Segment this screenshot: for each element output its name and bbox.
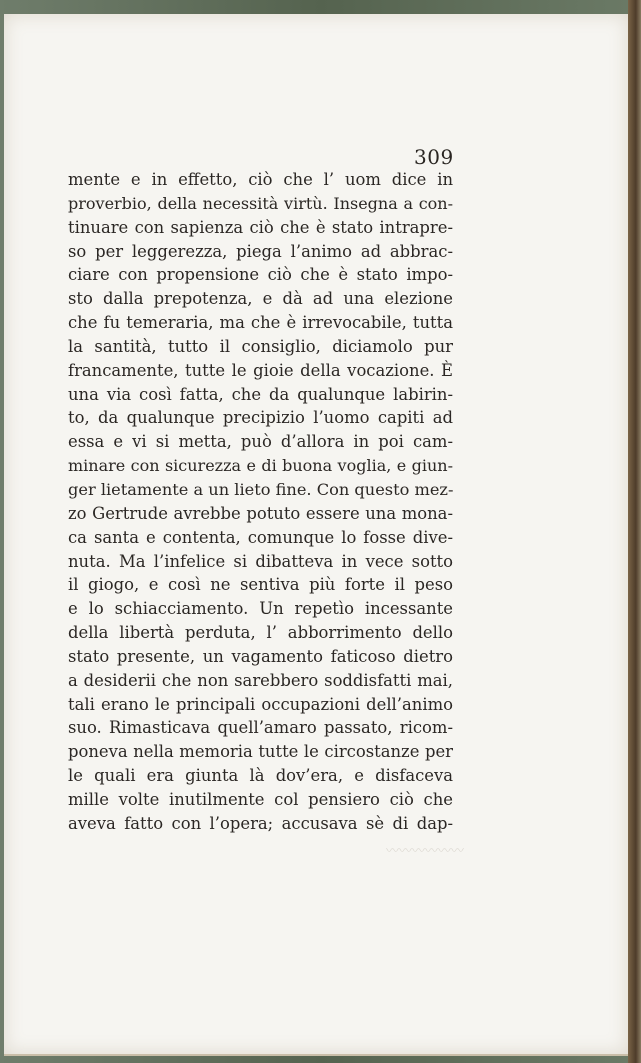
text-line: che fu temeraria, ma che è irrevocabile, tutta [68, 313, 453, 333]
text-line: nuta. Ma l’infelice si dibatteva in vece sotto [68, 551, 453, 571]
text-line: mille volte inutilmente col pensiero ciò che [68, 789, 453, 809]
text-line: le quali era giunta là dov’era, e disfaceva [68, 766, 453, 786]
text-line: zo Gertrude avrebbe potuto essere una mona- [68, 503, 453, 523]
text-line: della libertà perduta, l’ abborrimento dello [68, 623, 453, 643]
text-line: so per leggerezza, piega l’animo ad abbrac- [68, 241, 453, 261]
text-line: ca santa e contenta, comunque lo fosse dive- [68, 527, 453, 547]
text-line: mente e in effetto, ciò che l’ uom dice in [68, 170, 453, 189]
text-line: aveva fatto con l’opera; accusava sè di dap- [68, 813, 453, 833]
page-number: 309 [414, 145, 454, 169]
body-text [68, 168, 453, 836]
text-line: proverbio, della necessità virtù. Insegna a con- [68, 193, 453, 213]
book-edge [628, 0, 641, 1063]
show-through-text: 〰〰〰〰〰〰 [385, 844, 464, 859]
text-line: to, da qualunque precipizio l’uomo capiti ad [68, 408, 453, 428]
text-line: il giogo, e così ne sentiva più forte il peso [68, 575, 453, 595]
text-line: e lo schiacciamento. Un repetìo incessante [68, 599, 453, 619]
text-line: francamente, tutte le gioie della vocazione. È [68, 360, 453, 380]
text-line: minare con sicurezza e di buona voglia, e giun- [68, 456, 453, 476]
text-line: ciare con propensione ciò che è stato impo- [68, 265, 453, 285]
text-line: a desiderii che non sarebbero soddisfatti mai, [68, 670, 453, 690]
text-line: stato presente, un vagamento faticoso dietro [68, 646, 453, 666]
text-line: una via così fatta, che da qualunque labirin- [68, 384, 453, 404]
text-line: poneva nella memoria tutte le circostanze per [68, 742, 453, 762]
text-line: tali erano le principali occupazioni dell’animo [68, 694, 453, 714]
text-line: suo. Rimasticava quell’amaro passato, ricom- [68, 718, 453, 738]
text-line: essa e vi si metta, può d’allora in poi cam- [68, 432, 453, 452]
text-line: sto dalla prepotenza, e dà ad una elezione [68, 289, 453, 309]
text-line: tinuare con sapienza ciò che è stato intrapre- [68, 217, 453, 237]
text-line: la santità, tutto il consiglio, diciamolo pur [68, 336, 453, 356]
text-line: ger lietamente a un lieto fine. Con questo mez- [68, 479, 454, 499]
